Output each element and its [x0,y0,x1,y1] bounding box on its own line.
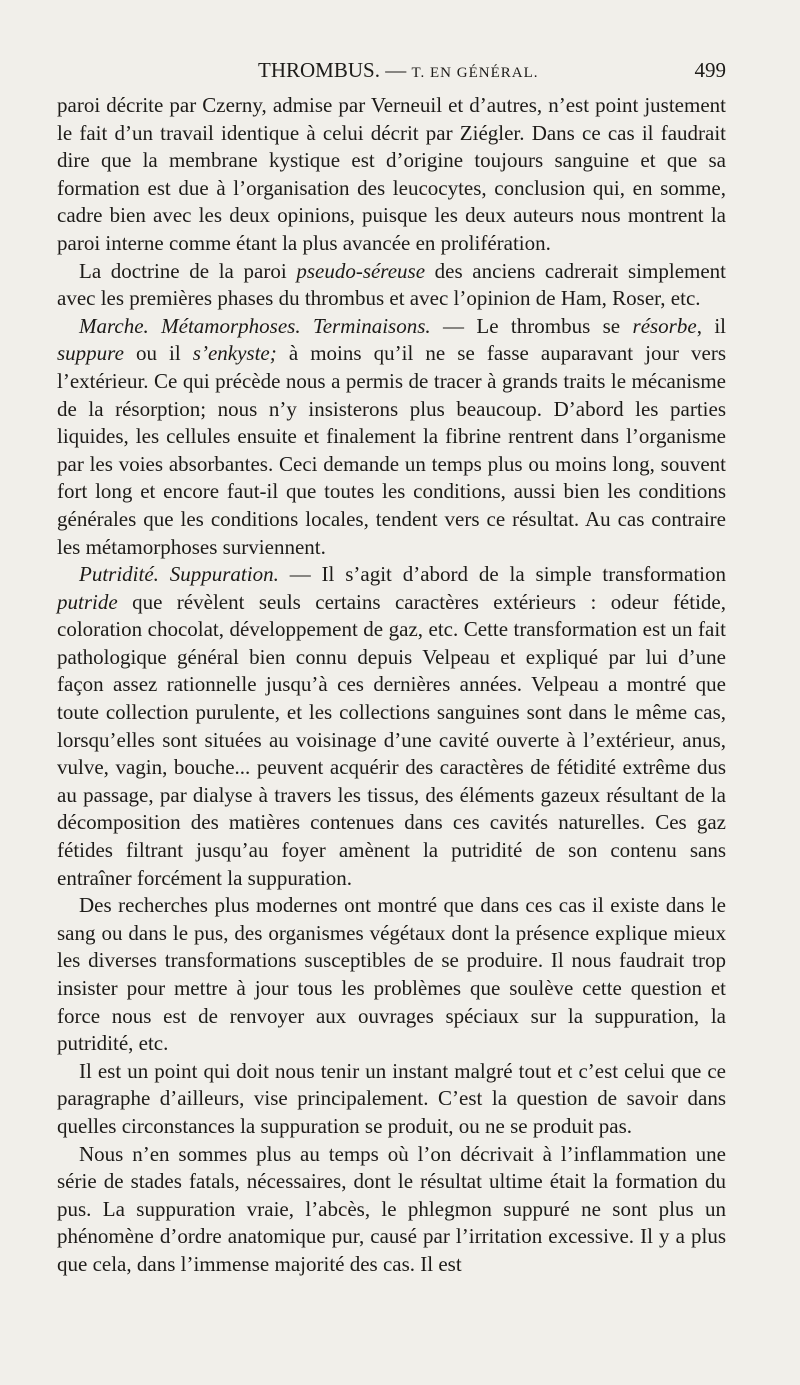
text-run: des anciens cadrerait simplement avec les premières phases du thrombus et avec l’opinion de Ham, Roser, etc. [57,258,727,311]
paragraph-paroi-pseudo-sereuse [57,258,726,313]
italic-term: pseudo-séreuse [296,258,426,283]
italic-term: résorbe [632,313,697,338]
text-run: à moins qu’il ne se fasse auparavant jour vers l’extérieur. Ce qui précède nous a permis de tracer à grands traits le mécanisme de la résorption; nous n’y insisterons plus beaucoup. D’abord les parties liquides, les cellules ensuite et finalement la fibrine rentrent dans l’organisme par les voies absorbantes. Ceci demande un temps plus ou moins long, souvent fort long et encore faut-il que toutes les conditions, aussi bien les conditions générales que les conditions locales, tendent vers ce résultat. Au cas contraire les métamorphoses surviennent. [57,341,726,559]
text-run: que révèlent seuls certains caractères extérieurs : odeur fétide, coloration chocolat, développement de gaz, etc. Cette transformation est un fait pathologique général bien connu depuis Velpeau et expliqué par lui d’une façon assez rationnelle jusqu’à ces dernières années. Velpeau a montré que toute collection purulente, et les collections sanguines sont dans le même cas, lorsqu’elles sont situées au voisinage d’une cavité ouverte à l’extérieur, anus, vulve, vagin, bouche... peuvent acquérir des caractères de fétidité extrême dus au passage, par dialyse à travers les tissus, des éléments gazeux résultant de la décomposition des matières contenues dans ces cavités naturelles. Ces gaz fétides filtrant jusqu’au foyer amènent la putridité de son contenu sans entraîner forcément la suppuration. [57,589,726,890]
running-title-separator: — [379,58,412,82]
italic-term: suppure [57,341,124,366]
running-header [60,58,726,84]
text-run: — Le thrombus se [430,313,633,338]
section-heading: Marche. Métamorphoses. Terminaisons. [79,313,431,338]
text-run: , il [696,313,726,338]
page-number: 499 [694,58,726,82]
paragraph-recherches: Des recherches plus modernes ont montré que dans ces cas il existe dans le sang ou dans le pus, des organismes végétaux dont la présence explique mieux les diverses transformations susceptibles de se produire. Il nous faudrait trop insister pour mettre à jour tous les problèmes que soulève cette question et force nous est de renvoyer aux ouvrages spéciaux sur la suppuration, la putridité, etc. [57,893,726,1056]
paragraph-continuation: paroi décrite par Czerny, admise par Verneuil et d’autres, n’est point justement le fait d’un travail identique à celui décrit par Ziégler. Dans ce cas il faudrait dire que la membrane kystique est d’origine toujours sanguine et que sa formation est due à l’organisation des leucocytes, conclusion qui, en somme, cadre bien avec les deux opinions, puisque les deux auteurs nous montrent la paroi interne comme étant la plus avancée en prolifération. [57,93,726,255]
paragraph-marche [57,313,726,561]
paragraph-putridite [57,561,726,892]
section-heading: Putridité. Suppuration. [79,562,279,587]
text-run: ou il [123,341,193,366]
text-run: La doctrine de la paroi [79,258,297,283]
paragraph-stades: Nous n’en sommes plus au temps où l’on décrivait à l’inflammation une série de stades fatals, nécessaires, dont le résultat ultime était la formation du pus. La suppuration vraie, l’abcès, le phlegmon suppuré ne sont plus un phénomène d’ordre anatomique pur, causé par l’irritation excessive. Il y a plus que cela, dans l’immense majorité des cas. Il est [57,1141,726,1276]
page-body [57,92,726,1279]
italic-term: s’enkyste; [192,341,277,366]
text-run: — Il s’agit d’abord de la simple transformation [278,562,726,587]
paragraph-point: Il est un point qui doit nous tenir un instant malgré tout et c’est celui que ce paragraphe d’ailleurs, vise principalement. C’est la question de savoir dans quelles circonstances la suppuration se produit, ou ne se produit pas. [57,1058,726,1138]
italic-term: putride [57,589,118,614]
running-title-subtitle: T. EN GÉNÉRAL. [411,65,539,81]
running-title-main: THROMBUS. [258,58,380,82]
running-title [258,58,539,83]
